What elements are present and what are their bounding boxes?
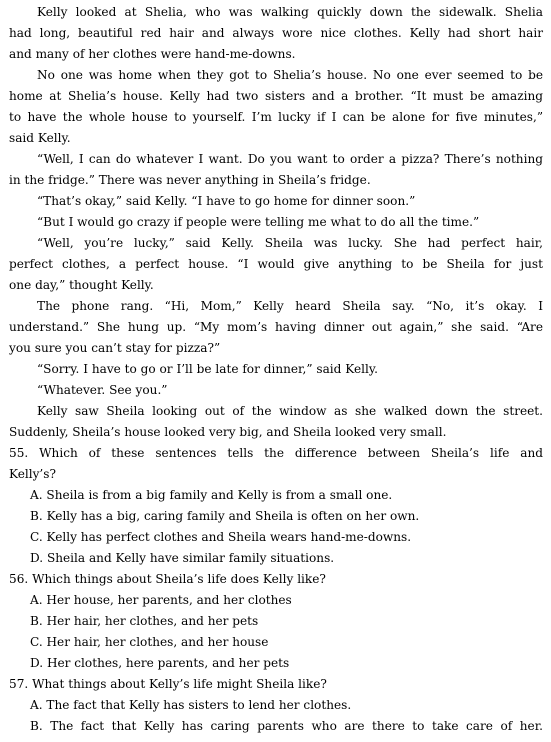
- passage-line: The phone rang. “Hi, Mom,” Kelly heard Sheila say. “No, it’s okay. I: [37, 299, 543, 313]
- passage-line: said Kelly.: [9, 131, 71, 145]
- answer-option: D. Sheila and Kelly have similar family situations.: [30, 551, 335, 565]
- passage-line: “That’s okay,” said Kelly. “I have to go home for dinner soon.”: [37, 194, 416, 208]
- answer-option: C. Her hair, her clothes, and her house: [30, 635, 269, 649]
- passage-line: “Whatever. See you.”: [37, 383, 168, 397]
- passage-line: in the fridge.” There was never anything in Sheila’s fridge.: [9, 173, 371, 187]
- passage-line: No one was home when they got to Shelia’s house. No one ever seemed to be: [37, 68, 543, 82]
- passage-line: had long, beautiful red hair and always wore nice clothes. Kelly had short hair: [9, 26, 543, 40]
- passage-line: understand.” She hung up. “My mom’s having dinner out again,” she said. “Are: [9, 320, 543, 334]
- answer-option: D. Her clothes, here parents, and her pets: [30, 656, 290, 670]
- question-stem: 55. Which of these sentences tells the difference between Sheila’s life and: [9, 446, 543, 460]
- answer-option: A. Her house, her parents, and her clothes: [30, 593, 292, 607]
- passage-line: you sure you can’t stay for pizza?”: [9, 341, 221, 355]
- question-stem: Kelly’s?: [9, 467, 56, 481]
- passage-line: Kelly looked at Shelia, who was walking quickly down the sidewalk. Shelia: [37, 5, 543, 19]
- answer-option: B. Her hair, her clothes, and her pets: [30, 614, 259, 628]
- answer-option: A. The fact that Kelly has sisters to lend her clothes.: [30, 698, 352, 712]
- passage-line: Suddenly, Sheila’s house looked very big, and Sheila looked very small.: [9, 425, 447, 439]
- passage-line: and many of her clothes were hand-me-downs.: [9, 47, 296, 61]
- passage-line: perfect clothes, a perfect house. “I would give anything to be Sheila for just: [9, 257, 543, 271]
- passage-line: “But I would go crazy if people were telling me what to do all the time.”: [37, 215, 480, 229]
- passage-line: “Well, you’re lucky,” said Kelly. Sheila was lucky. She had perfect hair,: [37, 236, 543, 250]
- passage-line: Kelly saw Sheila looking out of the window as she walked down the street.: [37, 404, 543, 418]
- question-stem: 56. Which things about Sheila’s life does Kelly like?: [9, 572, 326, 586]
- passage-line: “Well, I can do whatever I want. Do you want to order a pizza? There’s nothing: [37, 152, 543, 166]
- passage-line: “Sorry. I have to go or I’ll be late for dinner,” said Kelly.: [37, 362, 378, 376]
- answer-option: C. Kelly has perfect clothes and Sheila wears hand-me-downs.: [30, 530, 412, 544]
- answer-option: A. Sheila is from a big family and Kelly is from a small one.: [30, 488, 393, 502]
- passage-line: home at Shelia’s house. Kelly had two sisters and a brother. “It must be amazing: [9, 89, 543, 103]
- passage-line: to have the whole house to yourself. I’m lucky if I can be alone for five minutes,”: [9, 110, 543, 124]
- passage-line: one day,” thought Kelly.: [9, 278, 154, 292]
- answer-option: B. The fact that Kelly has caring parents who are there to take care of her.: [30, 719, 543, 733]
- question-stem: 57. What things about Kelly’s life might Sheila like?: [9, 677, 327, 691]
- answer-option: B. Kelly has a big, caring family and Sheila is often on her own.: [30, 509, 420, 523]
